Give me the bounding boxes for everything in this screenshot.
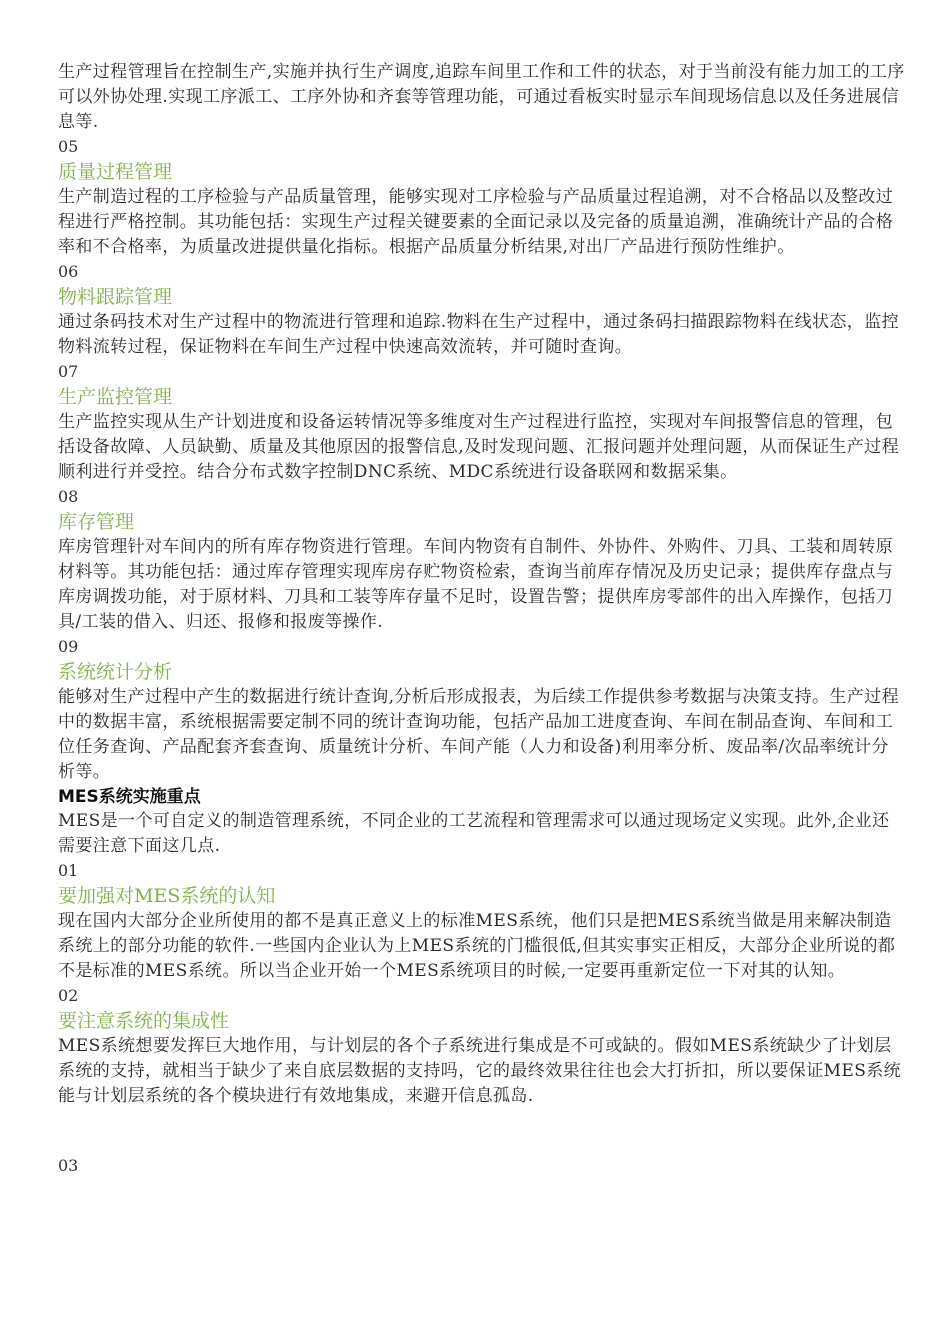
section-body-monitoring: 生产监控实现从生产计划进度和设备运转情况等多维度对生产过程进行监控，实现对车间报警信息的管理，包括设备故障、人员缺勤、质量及其他原因的报警信息,及时发现问题、汇报问题并处理问题，从而保证生产过程顺利进行并受控。结合分布式数字控制DNC系统、MDC系统进行设备联网和数据采集。 xyxy=(58,412,900,482)
point-body-integration: MES系统想要发挥巨大地作用，与计划层的各个子系统进行集成是不可或缺的。假如MES系统缺少了计划层系统的支持，就相当于缺少了来自底层数据的支持吗，它的最终效果往往也会大打折扣，所以要保证MES系统能与计划层系统的各个模块进行有效地集成，来避开信息孤岛. xyxy=(58,1036,902,1106)
section-body-material: 通过条码技术对生产过程中的物流进行管理和追踪.物料在生产过程中，通过条码扫描跟踪物料在线状态，监控物料流转过程，保证物料在车间生产过程中快速高效流转，并可随时查询。 xyxy=(58,312,900,357)
section-body-inventory: 库房管理针对车间内的所有库存物资进行管理。车间内物资有自制件、外协件、外购件、刀具、工装和周转原材料等。其功能包括：通过库存管理实现库房存贮物资检索，查询当前库存情况及历史记录；提供库存盘点与库房调拨功能，对于原材料、刀具和工装等库存量不足时，设置告警；提供库房零部件的出入库操作，包括刀具/工装的借入、归还、报修和报废等操作. xyxy=(58,537,894,632)
section-number: 08 xyxy=(58,487,79,506)
section-number: 05 xyxy=(58,137,79,156)
section-body-statistics: 能够对生产过程中产生的数据进行统计查询,分析后形成报表，为后续工作提供参考数据与决策支持。生产过程中的数据丰富，系统根据需要定制不同的统计查询功能，包括产品加工进度查询、车间在制品查询、车间和工位任务查询、产品配套齐套查询、质量统计分析、车间产能（人力和设备)利用率分析、废品率/次品率统计分析等。 xyxy=(58,687,900,782)
point-number: 01 xyxy=(58,861,79,880)
point-heading-awareness: 要加强对MES系统的认知 xyxy=(58,885,276,907)
section-heading-monitoring: 生产监控管理 xyxy=(58,386,173,408)
mes-key-points-title: MES系统实施重点 xyxy=(58,787,201,807)
page-spacer xyxy=(58,1109,906,1154)
section-heading-statistics: 系统统计分析 xyxy=(58,661,173,683)
section-heading-inventory: 库存管理 xyxy=(58,511,135,533)
point-number: 03 xyxy=(58,1156,79,1175)
section-heading-quality: 质量过程管理 xyxy=(58,161,173,183)
mes-intro-paragraph: MES是一个可自定义的制造管理系统，不同企业的工艺流程和管理需求可以通过现场定义实现。此外,企业还需要注意下面这几点. xyxy=(58,811,890,856)
document-page xyxy=(58,60,906,1178)
section-heading-material: 物料跟踪管理 xyxy=(58,286,173,308)
point-body-awareness: 现在国内大部分企业所使用的都不是真正意义上的标准MES系统，他们只是把MES系统当做是用来解决制造系统上的部分功能的软件.一些国内企业认为上MES系统的门槛很低,但其实事实正相反，大部分企业所说的都不是标准的MES系统。所以当企业开始一个MES系统项目的时候,一定要再重新定位一下对其的认知。 xyxy=(58,911,896,981)
section-number: 06 xyxy=(58,262,79,281)
section-number: 07 xyxy=(58,362,79,381)
section-body-quality: 生产制造过程的工序检验与产品质量管理，能够实现对工序检验与产品质量过程追溯，对不合格品以及整改过程进行严格控制。其功能包括：实现生产过程关键要素的全面记录以及完备的质量追溯，准确统计产品的合格率和不合格率，为质量改进提供量化指标。根据产品质量分析结果,对出厂产品进行预防性维护。 xyxy=(58,187,894,257)
intro-paragraph: 生产过程管理旨在控制生产,实施并执行生产调度,追踪车间里工作和工件的状态，对于当前没有能力加工的工序可以外协处理.实现工序派工、工序外协和齐套等管理功能，可通过看板实时显示车间现场信息以及任务进展信息等. xyxy=(58,62,905,132)
section-number: 09 xyxy=(58,637,79,656)
point-number: 02 xyxy=(58,986,79,1005)
point-heading-integration: 要注意系统的集成性 xyxy=(58,1010,230,1032)
